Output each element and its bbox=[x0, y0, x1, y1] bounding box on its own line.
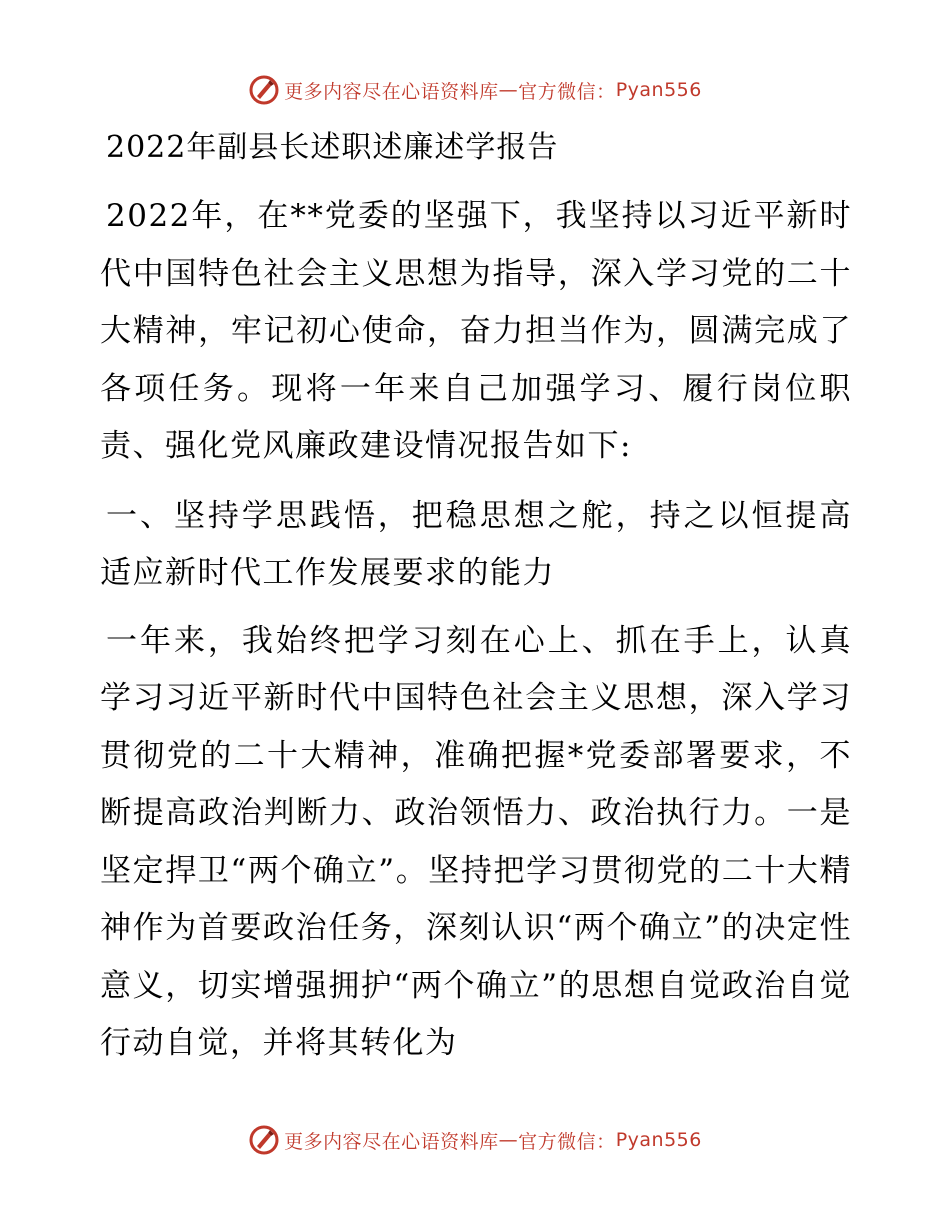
section-heading-1: 一、坚持学思践悟，把稳思想之舵，持之以恒提高适应新时代工作发展要求的能力 bbox=[100, 497, 852, 591]
paragraph-section-1: 一年来，我始终把学习刻在心上、抓在手上，认真学习习近平新时代中国特色社会主义思想，深入学习贯彻党的二十大精神，准确把握*党委部署要求，不断提高政治判断力、政治领悟力、政治执行力。一是坚定捍卫“两个确立”。坚持把学习贯彻党的二十大精神作为首要政治任务，深刻认识“两个确立”的决定性意义，切实增强拥护“两个确立”的思想自觉政治自觉行动自觉，并将其转化为 bbox=[100, 622, 852, 1061]
banner-contact-id: Pyan556 bbox=[615, 1129, 702, 1151]
footer-watermark-banner bbox=[0, 1120, 950, 1160]
document-body bbox=[100, 128, 852, 1083]
header-watermark-banner bbox=[0, 70, 950, 110]
pen-circle-logo-icon bbox=[248, 1124, 280, 1156]
banner-contact-label: 官方微信： bbox=[518, 80, 616, 103]
banner-brand-text: 更多内容尽在心语资料库 bbox=[284, 80, 499, 103]
banner-brand-text: 更多内容尽在心语资料库 bbox=[284, 1130, 499, 1153]
banner-contact-label: 官方微信： bbox=[518, 1130, 616, 1153]
pen-circle-logo-icon bbox=[248, 74, 280, 106]
banner-contact-id: Pyan556 bbox=[615, 79, 702, 101]
paragraph-intro: 2022年，在**党委的坚强下，我坚持以习近平新时代中国特色社会主义思想为指导，深入学习党的二十大精神，牢记初心使命，奋力担当作为，圆满完成了各项任务。现将一年来自己加强学习、履行岗位职责、强化党风廉政建设情况报告如下: bbox=[100, 198, 852, 464]
banner-separator: — bbox=[498, 1129, 519, 1151]
banner-separator: — bbox=[498, 79, 519, 101]
document-title: 2022年副县长述职述廉述学报告 bbox=[106, 130, 559, 165]
